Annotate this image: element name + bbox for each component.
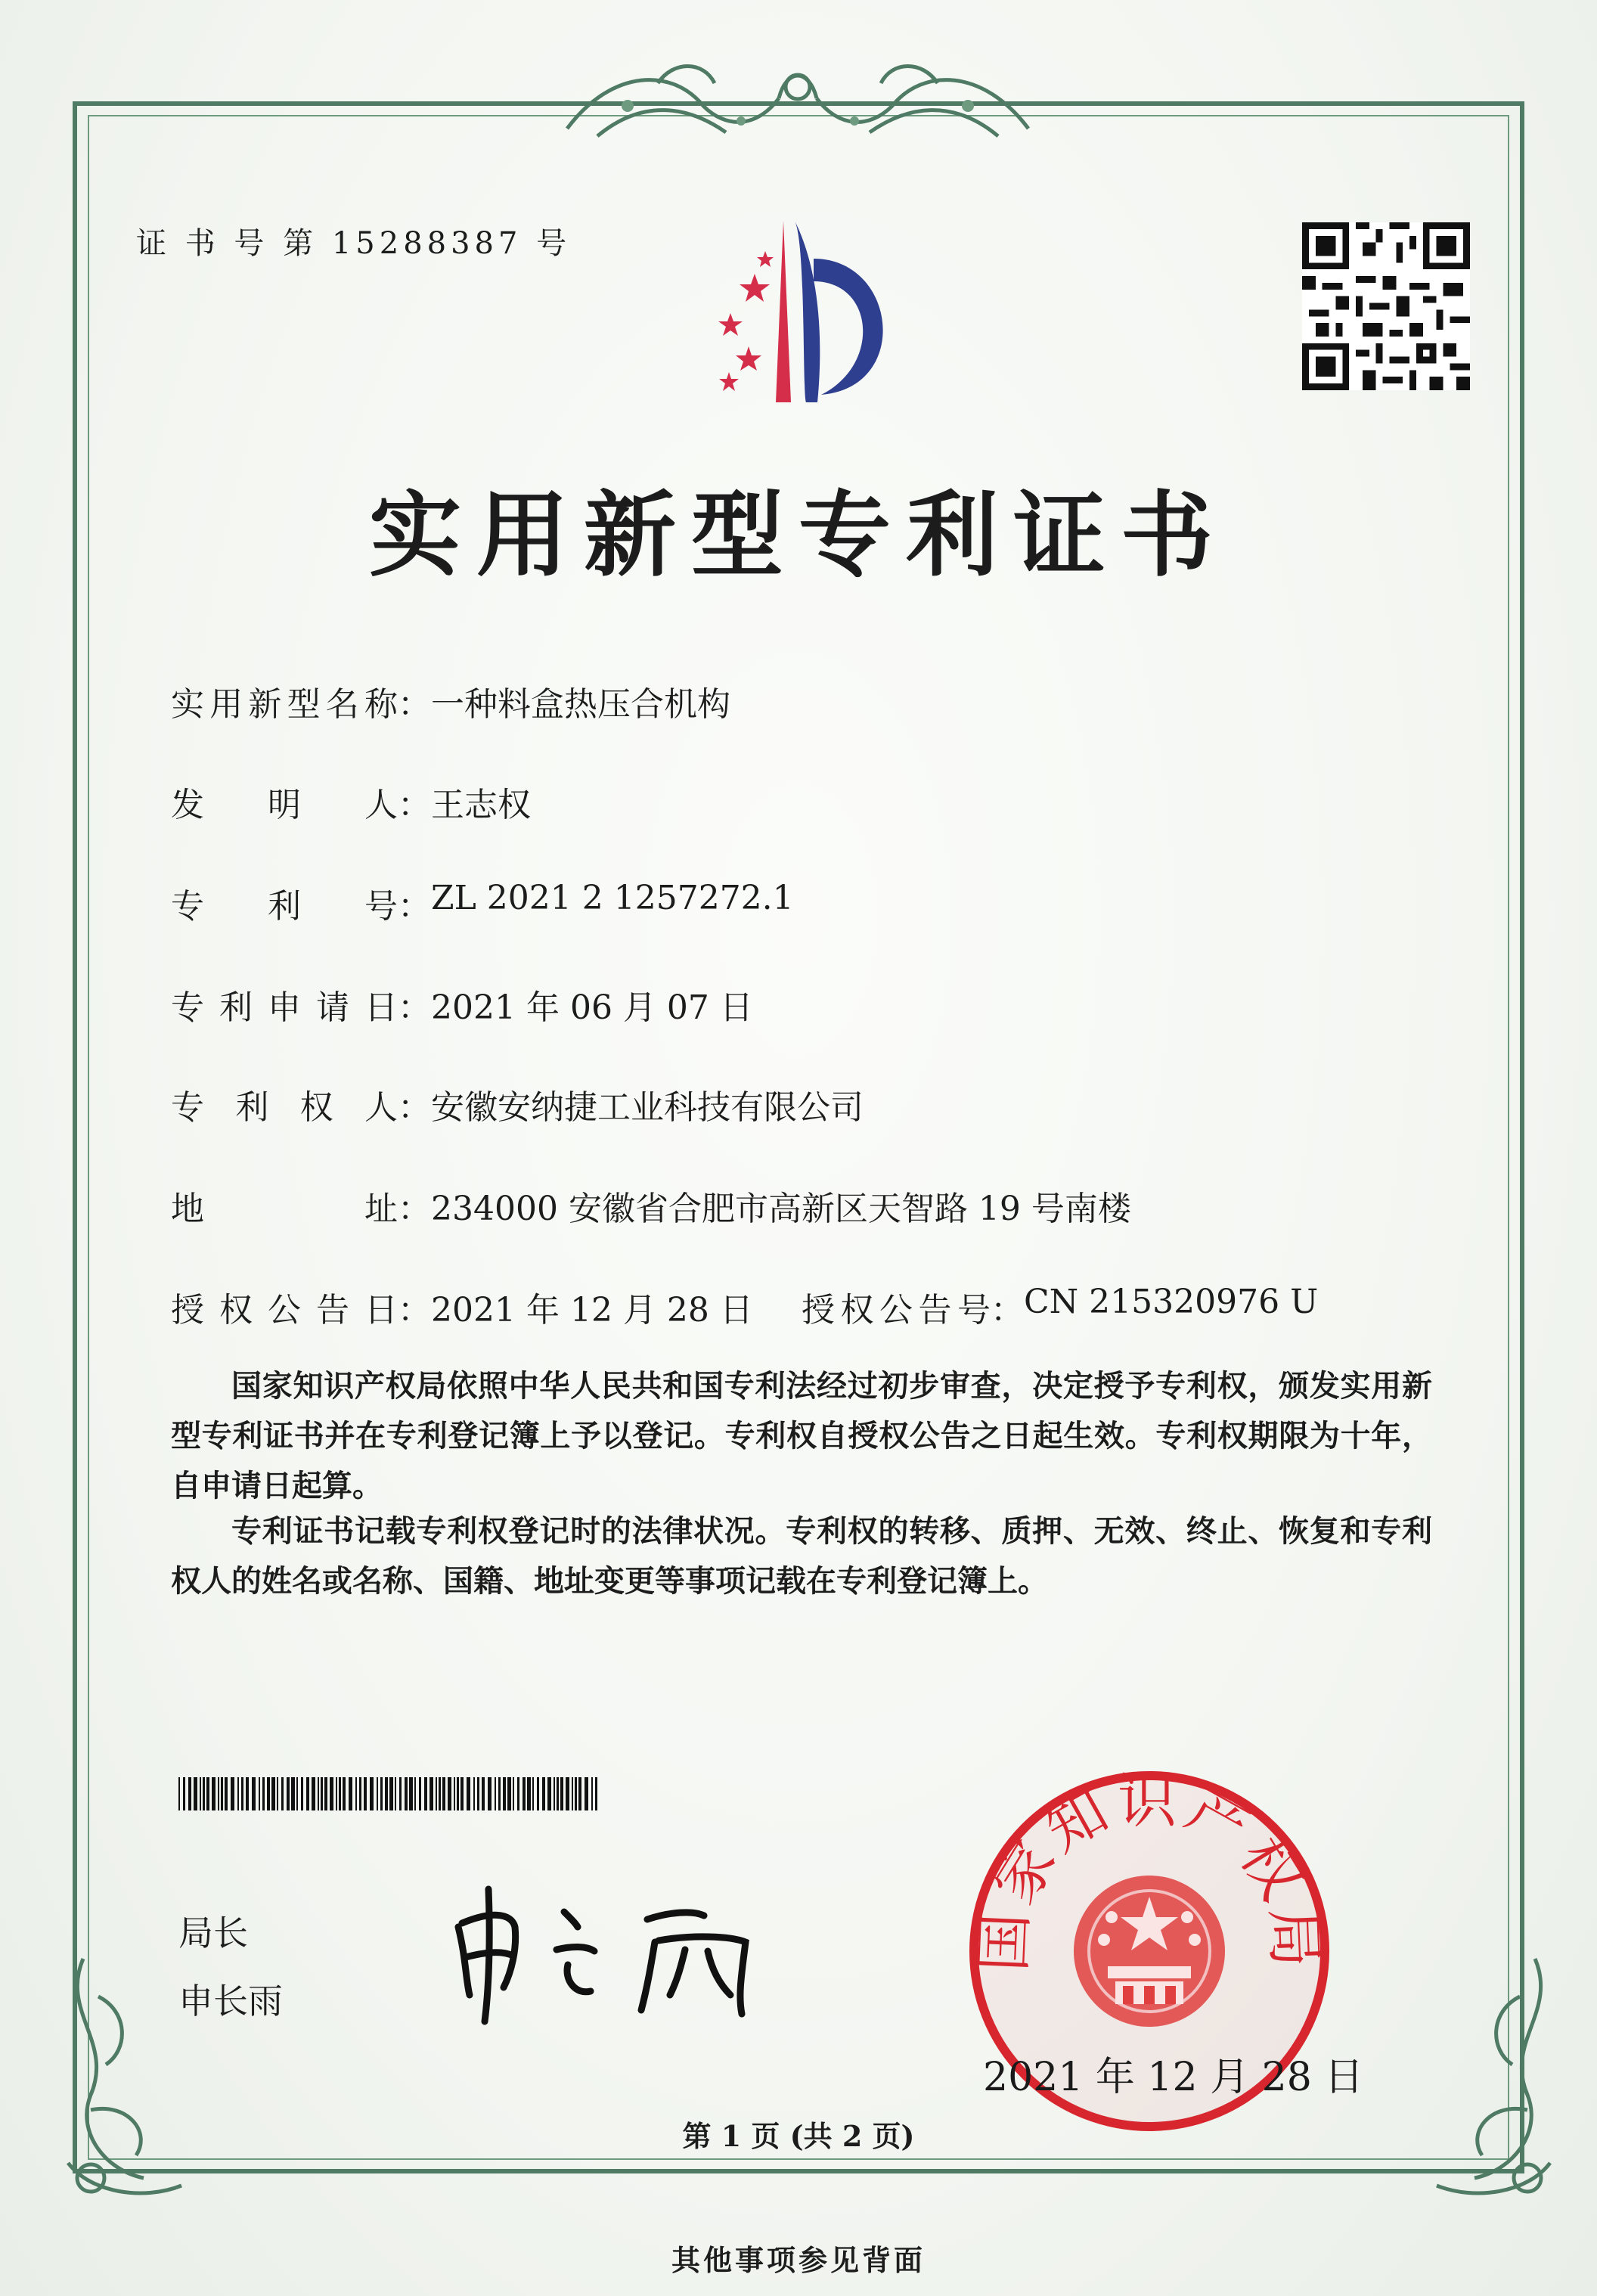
- inventor-field: [171, 777, 531, 826]
- field-label: 地 址: [171, 1190, 398, 1228]
- cnipa-emblem-logo: [670, 213, 927, 417]
- qr-code-icon: [1302, 222, 1470, 390]
- director-title: 局长: [178, 1913, 248, 1953]
- director-name: 申长雨: [178, 1981, 283, 2021]
- grant-statement-paragraph: 国家知识产权局依照中华人民共和国专利法经过初步审查，决定授予专利权，颁发实用新型专利证书并在专利登记簿上予以登记。专利权自授权公告之日起生效。专利权期限为十年，自申请日起算。: [171, 1368, 1432, 1503]
- field-label: 专 利 权 人: [171, 1088, 398, 1127]
- field-label: 授权公告日: [171, 1291, 398, 1330]
- address-field: [171, 1181, 1131, 1230]
- field-value: 安徽安纳捷工业科技有限公司: [431, 1088, 864, 1127]
- barcode: [178, 1777, 602, 1810]
- patent-number-field: [171, 879, 794, 927]
- bottom-left-ornament: [45, 1951, 197, 2208]
- footer-note: 其他事项参见背面: [671, 2243, 926, 2277]
- field-value: 234000 安徽省合肥市高新区天智路 19 号南楼: [431, 1190, 1131, 1228]
- field-colon: ：: [398, 988, 431, 1027]
- field-colon: ：: [398, 887, 431, 926]
- page-number: 第 1 页 (共 2 页): [682, 2119, 915, 2153]
- grant-number-field: [802, 1283, 1318, 1331]
- field-label: 发 明 人: [171, 786, 398, 824]
- bottom-right-ornament: [1422, 1951, 1573, 2208]
- field-colon: ：: [398, 1291, 431, 1330]
- seal-date: 2021 年 12 月 28 日: [983, 2055, 1364, 2100]
- field-value: CN 215320976 U: [1024, 1283, 1319, 1321]
- field-value: 2021 年 06 月 07 日: [431, 988, 753, 1027]
- field-colon: ：: [398, 1190, 431, 1228]
- field-value: 2021 年 12 月 28 日: [431, 1291, 753, 1330]
- certificate-title: 实用新型专利证书: [369, 480, 1228, 589]
- field-label: 授权公告号: [802, 1291, 991, 1330]
- certificate-number: 证 书 号 第 15288387 号: [136, 226, 572, 261]
- field-label: 实用新型名称: [171, 685, 398, 724]
- field-value: ZL 2021 2 1257272.1: [431, 879, 794, 917]
- field-label: 专利申请日: [171, 988, 398, 1027]
- seal-text: 国家知识产权局: [969, 1767, 1329, 1974]
- patentee-field: [171, 1080, 864, 1128]
- field-value: 王志权: [431, 786, 531, 824]
- legal-status-paragraph: 专利证书记载专利权登记时的法律状况。专利权的转移、质押、无效、终止、恢复和专利权人的姓名或名称、国籍、地址变更等事项记载在专利登记簿上。: [171, 1513, 1432, 1599]
- field-colon: ：: [398, 1088, 431, 1127]
- field-colon: ：: [398, 685, 431, 724]
- field-colon: ：: [398, 786, 431, 824]
- field-label: 专 利 号: [171, 887, 398, 926]
- field-colon: ：: [991, 1291, 1024, 1330]
- filing-date-field: [171, 980, 753, 1029]
- national-emblem-icon: [1074, 1876, 1225, 2027]
- director-signature: [443, 1882, 821, 2025]
- utility-model-name-field: [171, 677, 730, 725]
- field-value: 一种料盒热压合机构: [431, 685, 730, 724]
- grant-date-field: [171, 1283, 753, 1331]
- top-scroll-ornament: [552, 53, 1043, 151]
